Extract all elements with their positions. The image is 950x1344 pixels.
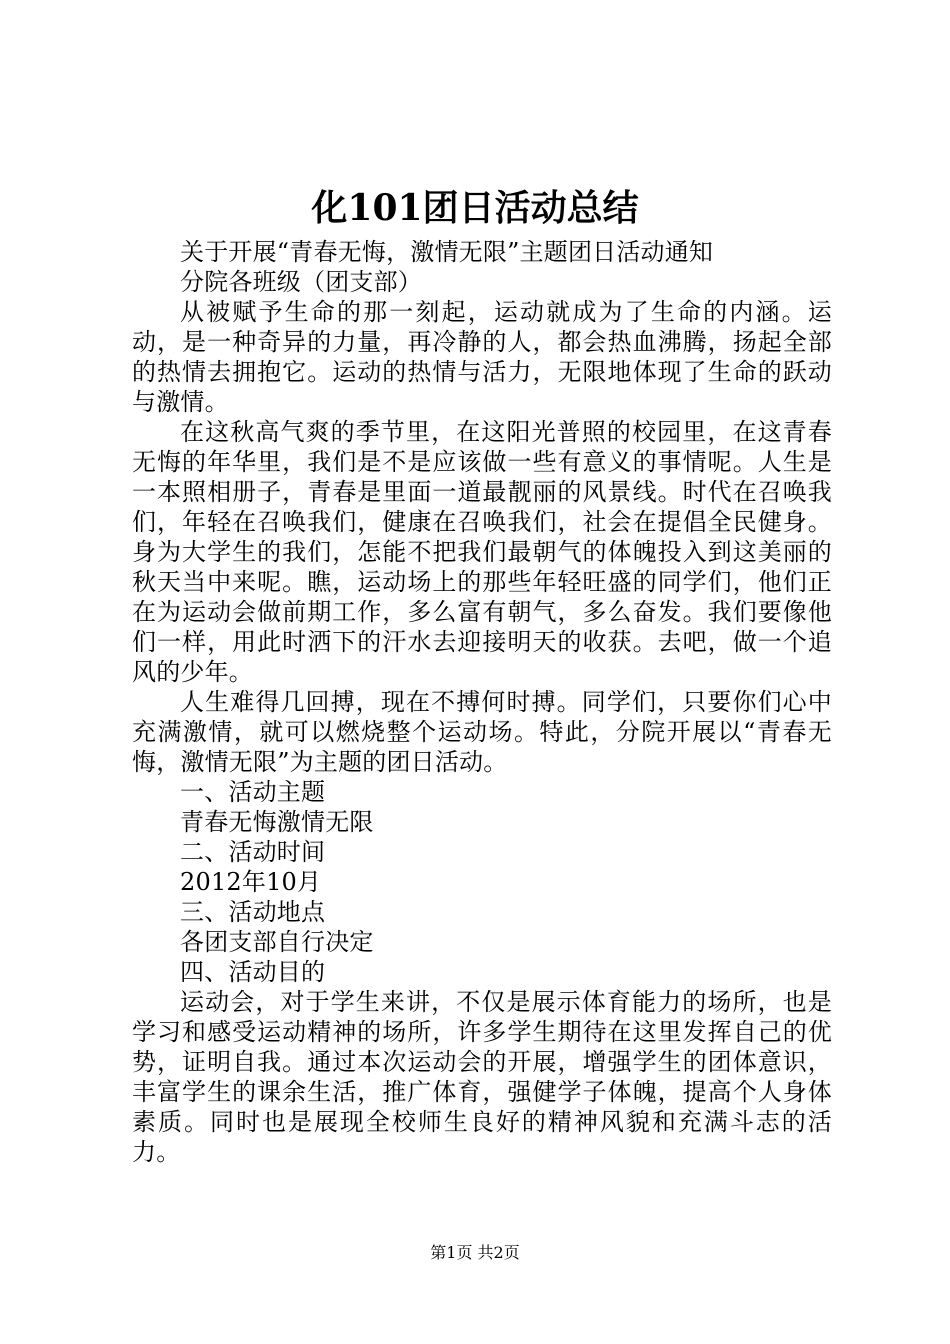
body-paragraph: 运动会，对于学生来讲，不仅是展示体育能力的场所，也是学习和感受运动精神的场所，许多学生期待在这里发挥自己的优势，证明自我。通过本次运动会的开展，增强学生的团体意识，丰富学生的课余生活，推广体育，强健学子体魄，提高个人身体素质。同时也是展现全校师生良好的精神风貌和充满斗志的活力。 [132, 988, 832, 1166]
document-body [132, 237, 832, 1167]
section-heading-location: 三、活动地点 [180, 898, 326, 926]
section-value-time: 2012年10月 [180, 868, 322, 896]
recipient-line: 分院各班级（团支部） [180, 268, 422, 296]
section-value-theme: 青春无悔激情无限 [180, 808, 374, 836]
page-number-footer: 第1页 共2页 [430, 1243, 520, 1262]
section-heading-purpose: 四、活动目的 [180, 958, 326, 986]
section-heading-theme: 一、活动主题 [180, 778, 326, 806]
body-paragraph: 从被赋予生命的那一刻起，运动就成为了生命的内涵。运动，是一种奇异的力量，再冷静的人，都会热血沸腾，扬起全部的热情去拥抱它。运动的热情与活力，无限地体现了生命的跃动与激情。 [132, 298, 832, 416]
body-paragraph: 在这秋高气爽的季节里，在这阳光普照的校园里，在这青春无悔的年华里，我们是不是应该做一些有意义的事情呢。人生是一本照相册子，青春是里面一道最靓丽的风景线。时代在召唤我们，年轻在召唤我们，健康在召唤我们，社会在提倡全民健身。身为大学生的我们，怎能不把我们最朝气的体魄投入到这美丽的秋天当中来呢。瞧，运动场上的那些年轻旺盛的同学们，他们正在为运动会做前期工作，多么富有朝气，多么奋发。我们要像他们一样，用此时洒下的汗水去迎接明天的收获。去吧，做一个追风的少年。 [132, 418, 832, 686]
document-title: 化101团日活动总结 [311, 187, 639, 229]
section-value-location: 各团支部自行决定 [180, 928, 374, 956]
body-paragraph: 人生难得几回搏，现在不搏何时搏。同学们，只要你们心中充满激情，就可以燃烧整个运动场。特此，分院开展以“青春无悔，激情无限”为主题的团日活动。 [132, 688, 832, 776]
notice-heading: 关于开展“青春无悔，激情无限”主题团日活动通知 [180, 238, 714, 266]
section-heading-time: 二、活动时间 [180, 838, 326, 866]
